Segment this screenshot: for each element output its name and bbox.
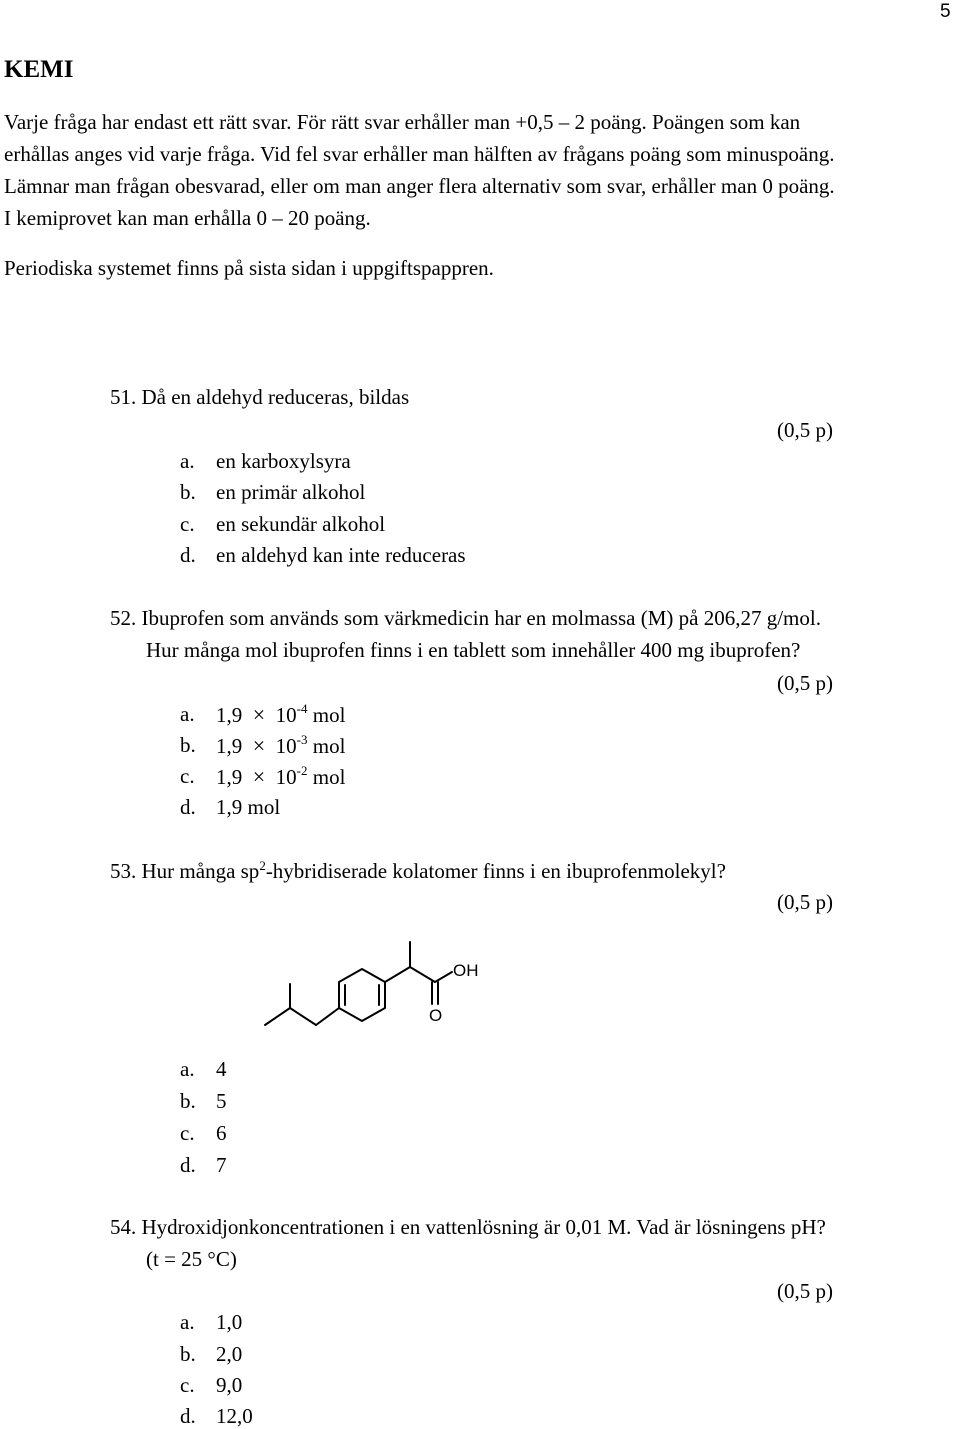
q52-option-c-value bbox=[216, 763, 346, 789]
q53-text bbox=[110, 858, 726, 883]
q54-points: (0,5 p) bbox=[777, 1279, 833, 1303]
q52-option-b-value bbox=[216, 732, 346, 758]
q53-option-a-text: 4 bbox=[216, 1057, 227, 1081]
q52-points: (0,5 p) bbox=[777, 671, 833, 695]
q52-option-a-value bbox=[216, 701, 346, 727]
q51-option-a-text: en karboxylsyra bbox=[216, 449, 351, 473]
mantissa: 1,9 bbox=[216, 703, 243, 727]
q52-option-a bbox=[180, 704, 195, 725]
q53-text-pre: 53. Hur många sp bbox=[110, 859, 260, 883]
q54-option-c bbox=[180, 1375, 195, 1396]
times-sign: × bbox=[252, 764, 266, 789]
oh-label: OH bbox=[453, 961, 479, 980]
q54-option-c-text: 9,0 bbox=[216, 1373, 243, 1397]
q51-points: (0,5 p) bbox=[777, 418, 833, 442]
bond bbox=[410, 967, 435, 982]
option-letter: a. bbox=[180, 1310, 195, 1334]
q54-option-a bbox=[180, 1312, 195, 1333]
intro-line-4: I kemiprovet kan man erhålla 0 – 20 poäng. bbox=[4, 206, 371, 230]
q54-option-d-text: 12,0 bbox=[216, 1404, 253, 1428]
q53-points: (0,5 p) bbox=[777, 890, 833, 914]
q51-option-b-text: en primär alkohol bbox=[216, 480, 366, 504]
q52-line-1: 52. Ibuprofen som används som värkmedicin har en molmassa (M) på 206,27 g/mol. bbox=[110, 606, 821, 630]
option-letter: b. bbox=[180, 1089, 196, 1113]
intro-line-2: erhållas anges vid varje fråga. Vid fel svar erhåller man hälften av frågans poäng som minuspoäng. bbox=[4, 142, 835, 166]
unit: mol bbox=[312, 734, 346, 758]
q53-option-c bbox=[180, 1123, 195, 1144]
q53-superscript: 2 bbox=[259, 858, 266, 873]
option-letter: b. bbox=[180, 480, 196, 504]
power-base: 10 bbox=[275, 734, 297, 758]
q53-option-d-text: 7 bbox=[216, 1153, 227, 1177]
bond bbox=[265, 1008, 290, 1025]
power-base: 10 bbox=[275, 703, 297, 727]
q51-text: 51. Då en aldehyd reduceras, bildas bbox=[110, 385, 410, 409]
o-label: O bbox=[429, 1006, 443, 1025]
q54-option-b-text: 2,0 bbox=[216, 1342, 243, 1366]
mantissa: 1,9 bbox=[216, 734, 243, 758]
option-letter: d. bbox=[180, 1153, 196, 1177]
bond bbox=[316, 1008, 339, 1025]
intro-line-3: Lämnar man frågan obesvarad, eller om man anger flera alternativ som svar, erhåller man 0 poäng. bbox=[4, 174, 835, 198]
option-letter: a. bbox=[180, 702, 195, 726]
option-letter: d. bbox=[180, 795, 196, 819]
q53-option-b bbox=[180, 1091, 196, 1112]
option-letter: c. bbox=[180, 764, 195, 788]
q54-line-1: 54. Hydroxidjonkoncentrationen i en vattenlösning är 0,01 M. Vad är lösningens pH? bbox=[110, 1215, 826, 1239]
option-letter: a. bbox=[180, 449, 195, 473]
q52-option-d-text: 1,9 mol bbox=[216, 795, 281, 819]
q51-option-c-text: en sekundär alkohol bbox=[216, 512, 386, 536]
power-base: 10 bbox=[275, 765, 297, 789]
q53-option-c-text: 6 bbox=[216, 1121, 227, 1145]
times-sign: × bbox=[252, 702, 266, 727]
option-letter: a. bbox=[180, 1057, 195, 1081]
q51-option-d bbox=[180, 545, 196, 566]
page-title: KEMI bbox=[4, 56, 74, 83]
q51-option-c bbox=[180, 514, 195, 535]
q53-option-d bbox=[180, 1155, 196, 1176]
page-number: 5 bbox=[940, 1, 951, 22]
periodic-note: Periodiska systemet finns på sista sidan i uppgiftspappren. bbox=[4, 256, 494, 280]
unit: mol bbox=[312, 765, 346, 789]
option-letter: d. bbox=[180, 543, 196, 567]
q52-option-c bbox=[180, 766, 195, 787]
option-letter: b. bbox=[180, 733, 196, 757]
mantissa: 1,9 bbox=[216, 765, 243, 789]
bond bbox=[385, 967, 410, 982]
option-letter: b. bbox=[180, 1342, 196, 1366]
option-letter: c. bbox=[180, 512, 195, 536]
q53-option-a bbox=[180, 1059, 195, 1080]
exponent: -4 bbox=[296, 701, 308, 716]
q52-option-b bbox=[180, 735, 196, 756]
bond bbox=[435, 972, 452, 982]
option-letter: c. bbox=[180, 1373, 195, 1397]
q52-line-2: Hur många mol ibuprofen finns i en tablett som innehåller 400 mg ibuprofen? bbox=[146, 638, 801, 662]
q51-option-d-text: en aldehyd kan inte reduceras bbox=[216, 543, 466, 567]
option-letter: c. bbox=[180, 1121, 195, 1145]
q54-option-d bbox=[180, 1406, 196, 1427]
bond bbox=[290, 1008, 316, 1025]
q54-option-b bbox=[180, 1344, 196, 1365]
exponent: -2 bbox=[296, 763, 308, 778]
times-sign: × bbox=[252, 733, 266, 758]
exponent: -3 bbox=[296, 732, 308, 747]
q54-line-2: (t = 25 °C) bbox=[146, 1247, 237, 1271]
intro-line-1: Varje fråga har endast ett rätt svar. För rätt svar erhåller man +0,5 – 2 poäng. Poängen som kan bbox=[4, 110, 801, 134]
option-letter: d. bbox=[180, 1404, 196, 1428]
q51-option-a bbox=[180, 451, 195, 472]
q53-text-post: -hybridiserade kolatomer finns i en ibuprofenmolekyl? bbox=[265, 859, 726, 883]
q52-option-d bbox=[180, 797, 196, 818]
q51-option-b bbox=[180, 482, 196, 503]
q54-option-a-text: 1,0 bbox=[216, 1310, 243, 1334]
unit: mol bbox=[312, 703, 346, 727]
q53-option-b-text: 5 bbox=[216, 1089, 227, 1113]
ibuprofen-structure bbox=[255, 935, 495, 1035]
